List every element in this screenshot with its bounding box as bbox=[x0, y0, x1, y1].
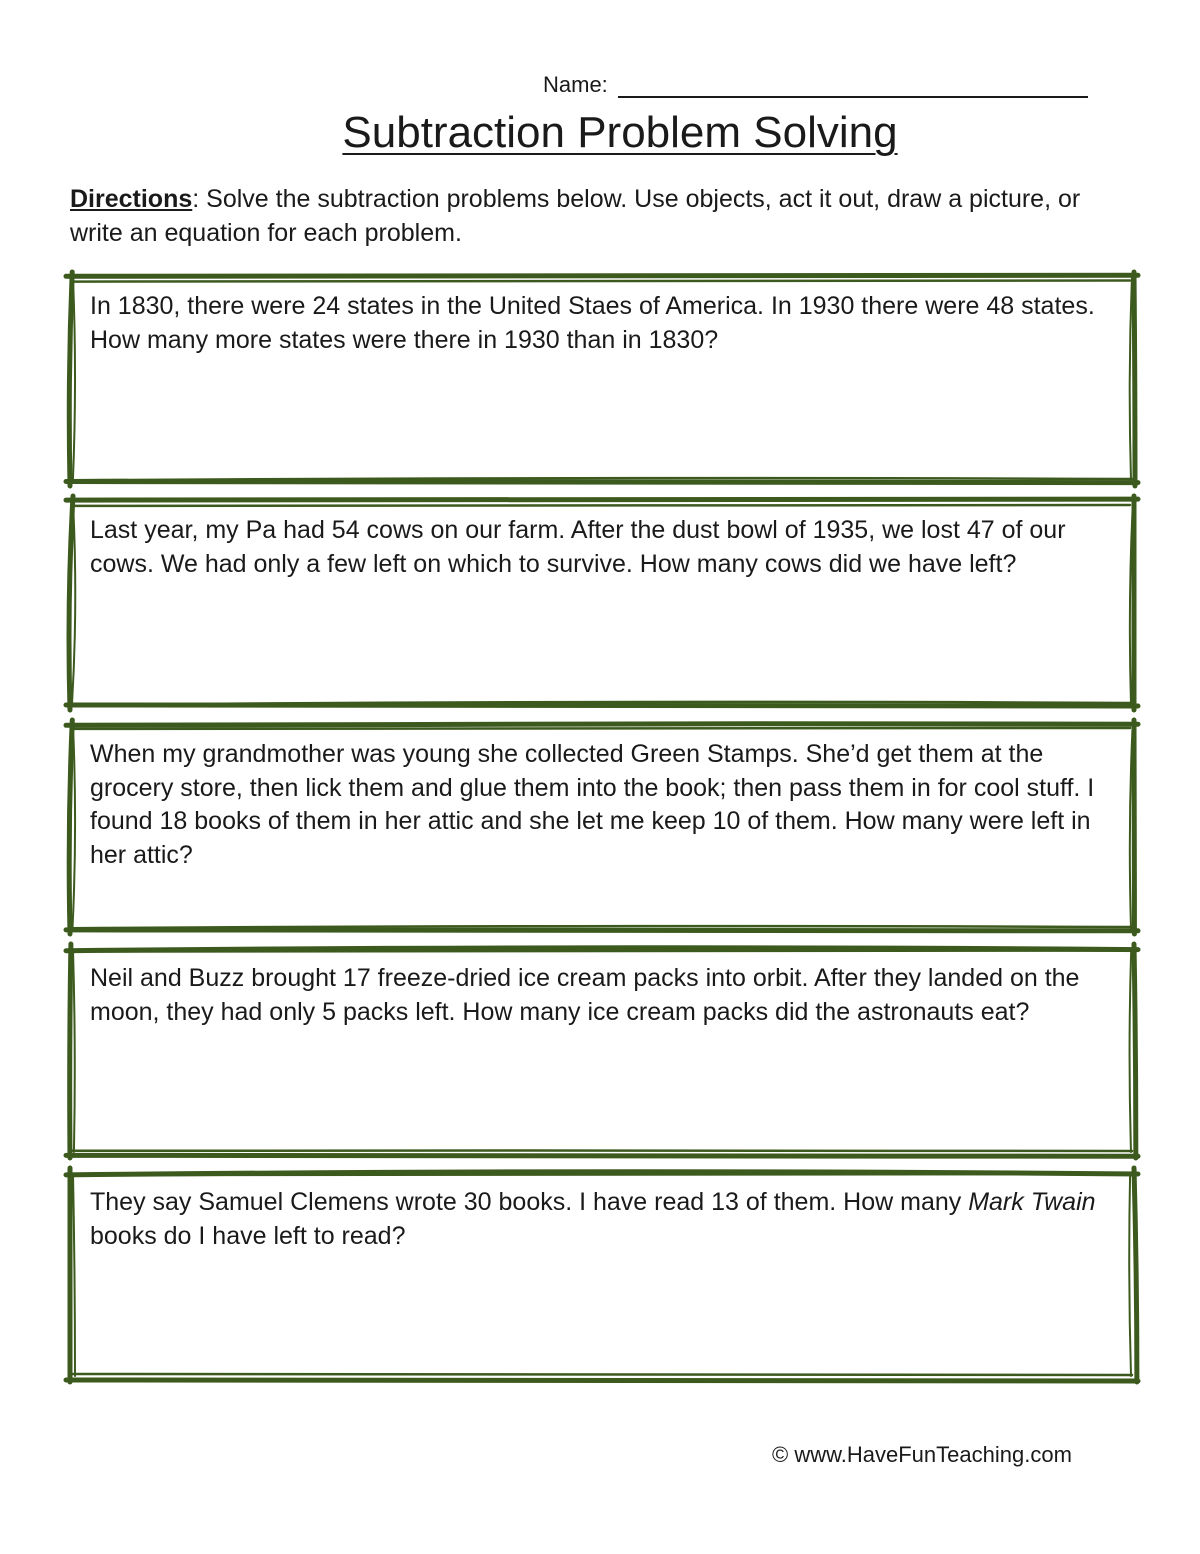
problem-text: In 1830, there were 24 states in the United Staes of America. In 1930 there were 48 states. How many more states were there in 1930 than in 1830? bbox=[90, 292, 1095, 354]
directions bbox=[70, 182, 1120, 250]
problem-box-4[interactable] bbox=[70, 948, 1134, 1154]
problem-text: When my grandmother was young she collected Green Stamps. She’d get them at the grocery store, then lick them and glue them into the book; then pass them in for cool stuff. I found 18 books of them in her attic and she let me keep 10 of them. How many were left in her attic? bbox=[90, 740, 1095, 869]
problem-text: Neil and Buzz brought 17 freeze-dried ice cream packs into orbit. After they landed on the moon, they had only 5 packs left. How many ice cream packs did the astronauts eat? bbox=[90, 964, 1080, 1026]
name-label: Name: bbox=[543, 72, 608, 97]
page-title: Subtraction Problem Solving bbox=[342, 108, 898, 157]
name-blank-line[interactable] bbox=[618, 72, 1088, 98]
directions-text: : Solve the subtraction problems below. Use objects, act it out, draw a picture, or write an equation for each problem. bbox=[70, 185, 1081, 247]
problem-box-2[interactable] bbox=[70, 500, 1134, 706]
directions-lead: Directions bbox=[70, 185, 193, 213]
name-field bbox=[543, 72, 1088, 98]
problem-text bbox=[90, 1186, 1120, 1253]
problem-box-5[interactable] bbox=[70, 1172, 1134, 1378]
problem-text-part: They say Samuel Clemens wrote 30 books. I have read 13 of them. How many bbox=[90, 1188, 969, 1216]
problem-box-1[interactable] bbox=[70, 276, 1134, 482]
problem-box-3[interactable] bbox=[70, 724, 1134, 930]
copyright-footer: © www.HaveFunTeaching.com bbox=[772, 1442, 1072, 1467]
problem-text-part: books do I have left to read? bbox=[90, 1221, 406, 1250]
book-author-italic: Mark Twain bbox=[968, 1188, 1096, 1216]
problem-text: Last year, my Pa had 54 cows on our farm. After the dust bowl of 1935, we lost 47 of our cows. We had only a few left on which to survive. How many cows did we have left? bbox=[90, 516, 1066, 578]
